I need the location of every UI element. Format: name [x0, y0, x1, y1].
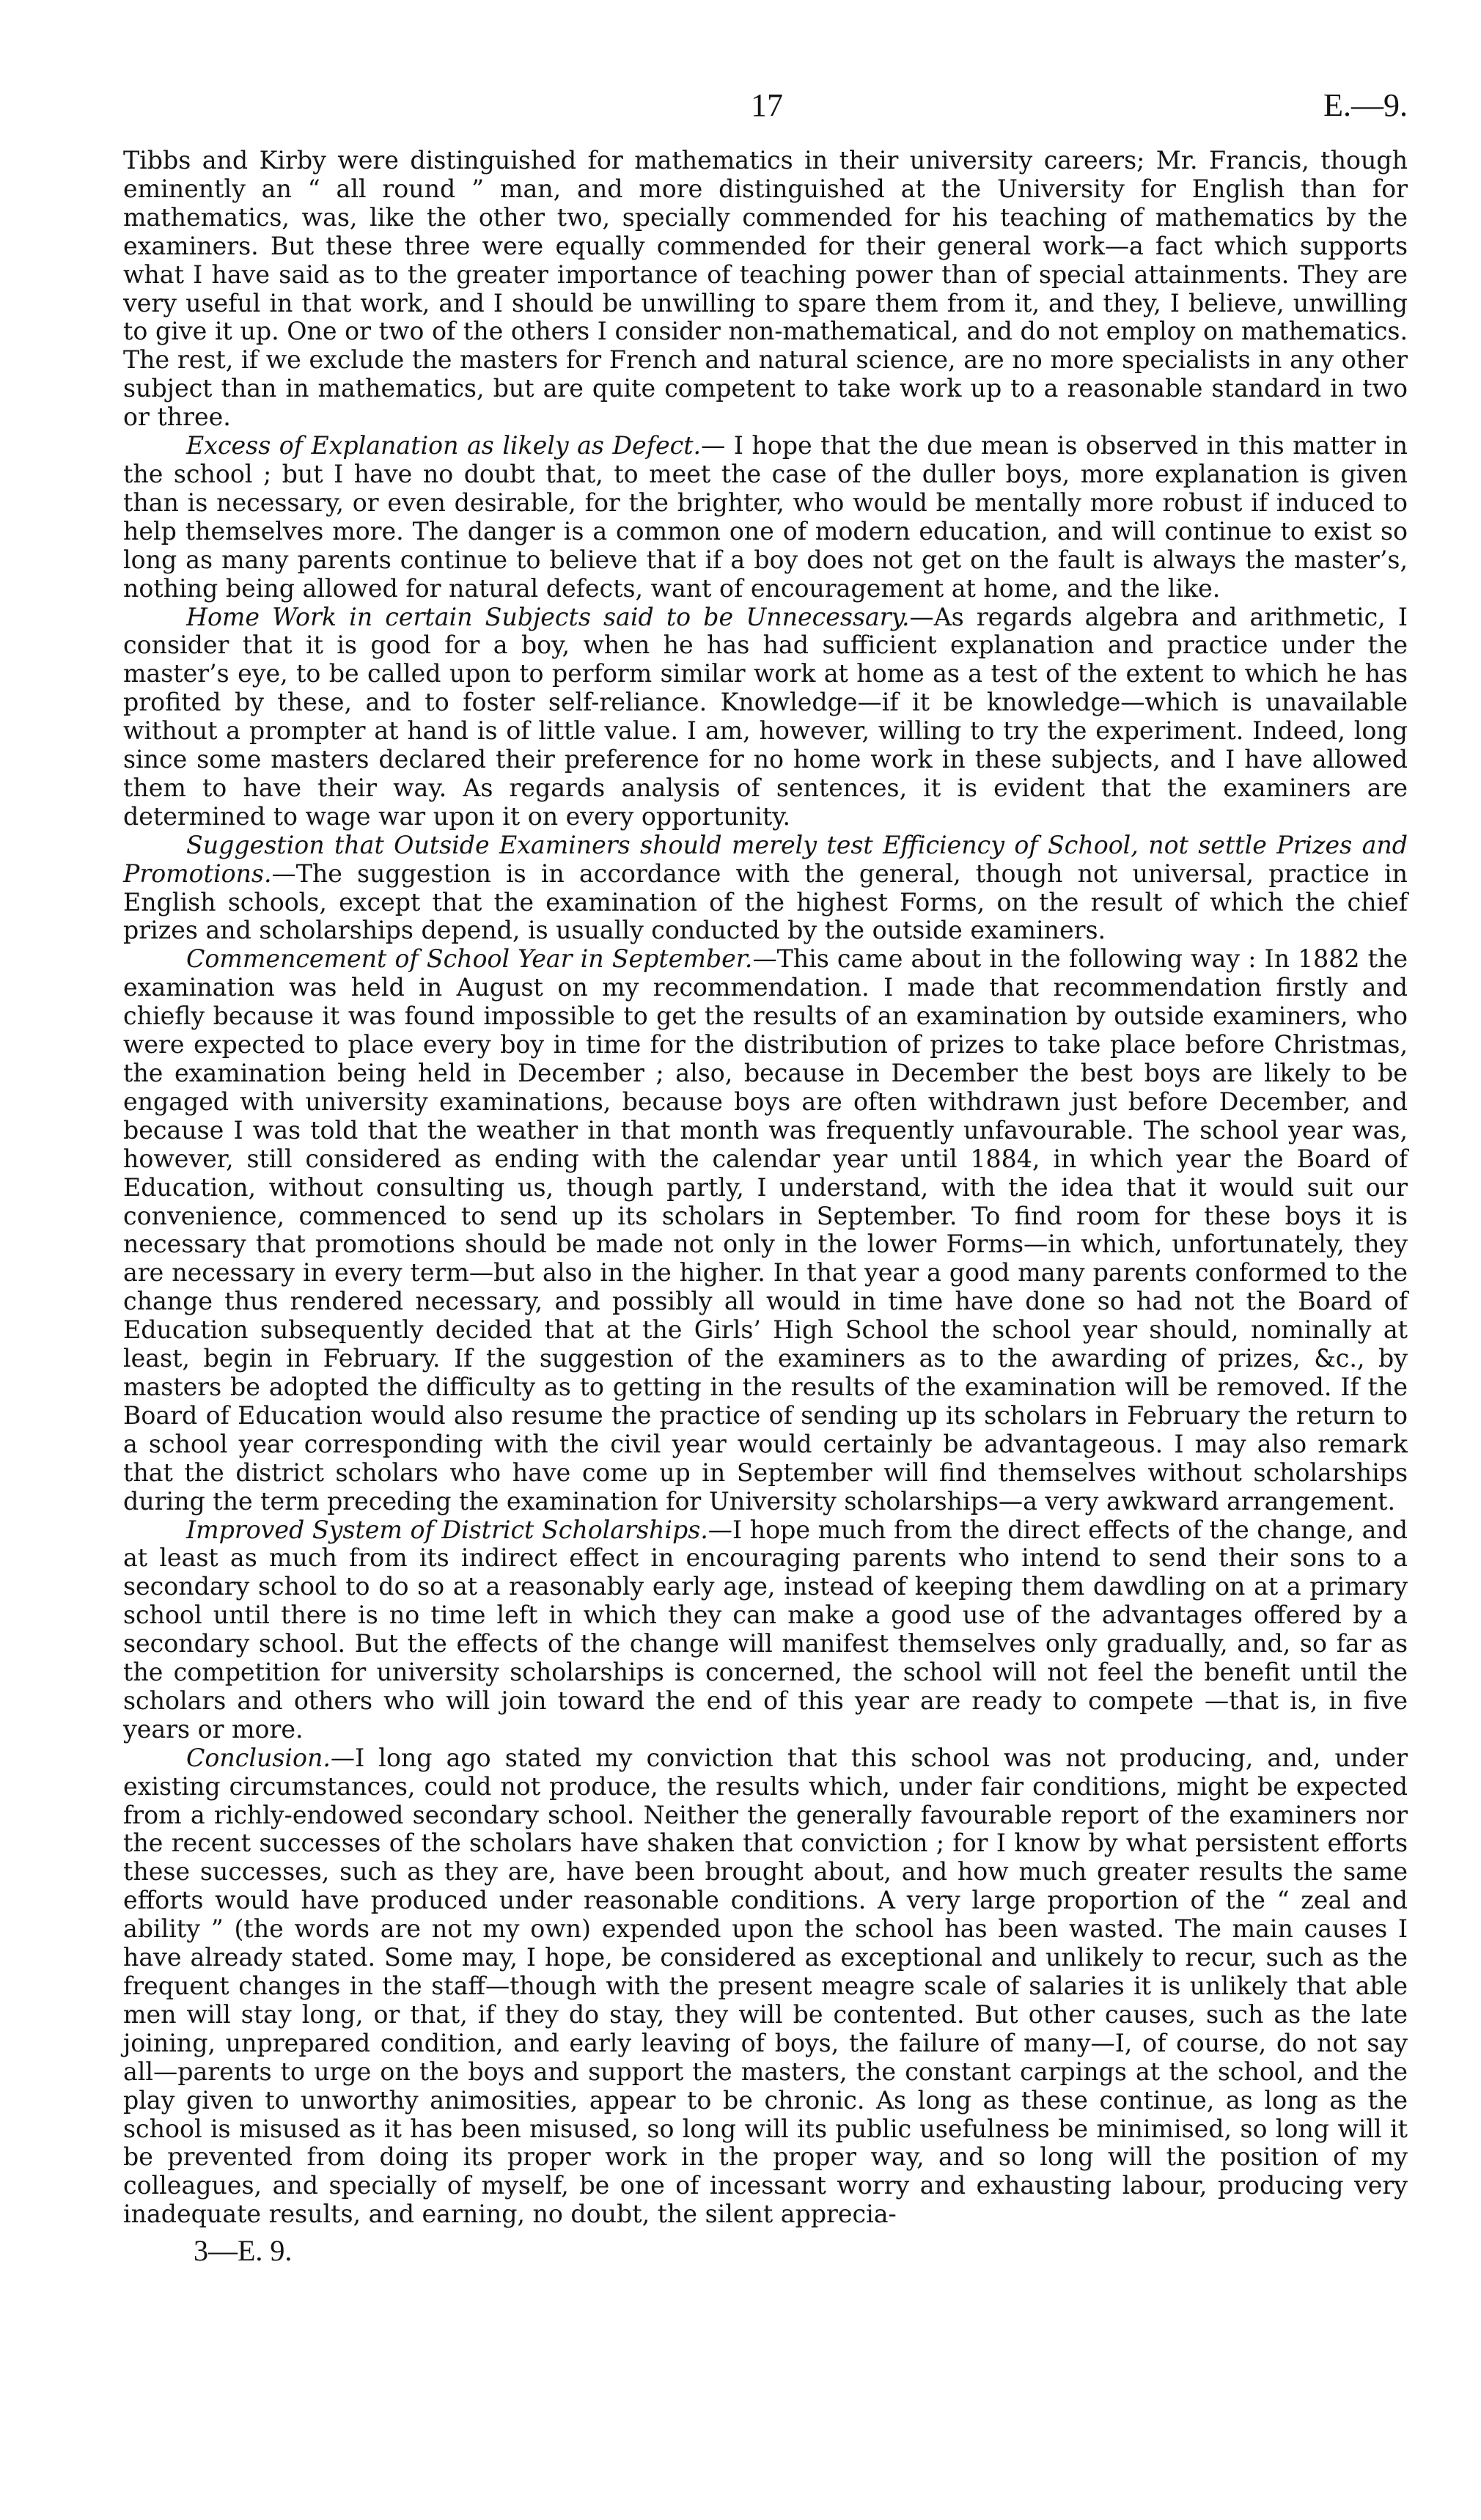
paragraph-masters-mathematics: [123, 147, 1408, 432]
paragraph-text: —I hope much from the direct effects of the change, and at least as much from its indirect effect in encouraging parents who intend to send their sons to a secondary school to do so at a reasonably early age, instead of keeping them dawdling on at a primary school until there is no time left in which they can make a good use of the advantages offered by a secondary school. But the effects of the change will manifest themselves only gradually, and, so far as the competition for university scholarships is concerned, the school will not feel the benefit until the scholars and others who will join toward the end of this year are ready to compete —that is, in five years or more.: [123, 1515, 1408, 1744]
page-number: 17: [751, 87, 783, 123]
document-code: E.—9.: [1323, 87, 1408, 123]
paragraph-text: —This came about in the following way : In 1882 the examination was held in August on my recommendation. I made that recommendation firstly and chiefly because it was found impossible to get the results of an examination by outside examiners, who were expected to place every boy in time for the distribution of prizes to take place before Christmas, the examination being held in December ; also, because in December the best boys are likely to be engaged with university examinations, because boys are often withdrawn just before December, and because I was told that the weather in that month was frequently unfavourable. The school year was, however, still considered as ending with the calendar year until 1884, in which year the Board of Education, without consulting us, though partly, I understand, with the idea that it would suit our convenience, commenced to send up its scholars in September. To find room for these boys it is necessary that promotions should be made not only in the lower Forms—in which, unfortunately, they are necessary in every term—but also in the higher. In that year a good many parents conformed to the change thus rendered necessary, and possibly all would in time have done so had not the Board of Education subsequently decided that at the Girls’ High School the school year should, nominally at least, begin in February. If the suggestion of the examiners as to the awarding of prizes, &c., by masters be adopted the difficulty as to getting in the results of the examination will be removed. If the Board of Education would also resume the practice of sending up its scholars in February the return to a school year corresponding with the civil year would certainly be advantageous. I may also remark that the district scholars who have come up in September will find themselves without scholarships during the term preceding the examination for University scholarships—a very awkward arrangement.: [123, 944, 1408, 1516]
section-heading: Commencement of School Year in September.: [186, 944, 753, 974]
section-heading: Conclusion.: [186, 1743, 331, 1772]
paragraph-home-work: [123, 603, 1408, 831]
section-heading: Suggestion that Outside Examiners should merely test Efficiency of School, not settle Prizes and Promotions.: [123, 830, 1408, 888]
paragraph-text: Tibbs and Kirby were distinguished for mathematics in their university careers; Mr. Francis, though eminently an “ all round ” man, and more distinguished at the University for English than for mathematics, was, like the other two, specially commended for his teaching of mathematics by the examiners. But these three were equally commended for their general work—a fact which supports what I have said as to the greater importance of teaching power than of special attainments. They are very useful in that work, and I should be unwilling to spare them from it, and they, I believe, unwilling to give it up. One or two of the others I consider non-mathematical, and do not employ on mathematics. The rest, if we exclude the masters for French and natural science, are no more specialists in any other subject than in mathematics, but are quite competent to take work up to a reasonable standard in two or three.: [123, 146, 1408, 432]
paragraph-school-year: [123, 945, 1408, 1516]
section-heading: Excess of Explanation as likely as Defect.: [186, 431, 702, 460]
page-header: [123, 87, 1408, 147]
page: [123, 87, 1408, 2268]
paragraph-text: — I hope that the due mean is observed in this matter in the school ; but I have no doubt that, to meet the case of the duller boys, more explanation is given than is necessary, or even desirable, for the brighter, who would be mentally more robust if induced to help themselves more. The danger is a common one of modern education, and will continue to exist so long as many parents continue to believe that if a boy does not get on the fault is always the master’s, nothing being allowed for natural defects, want of encouragement at home, and the like.: [123, 431, 1408, 603]
paragraph-outside-examiners: [123, 831, 1408, 946]
section-heading: Home Work in certain Subjects said to be Unnecessary.: [186, 602, 910, 631]
paragraph-excess-of-explanation: [123, 432, 1408, 603]
paragraph-text: —The suggestion is in accordance with the general, though not universal, practice in English schools, except that the examination of the highest Forms, on the result of which the chief prizes and scholarships depend, is usually conducted by the outside examiners.: [123, 859, 1408, 945]
signature-mark: 3—E. 9.: [194, 2234, 293, 2268]
section-heading: Improved System of District Scholarships.: [186, 1515, 708, 1544]
paragraph-district-scholarships: [123, 1516, 1408, 1744]
body-text: [123, 147, 1408, 2229]
paragraph-text: —I long ago stated my conviction that this school was not producing, and, under existing circumstances, could not produce, the results which, under fair conditions, might be expected from a richly-endowed secondary school. Neither the generally favourable report of the examiners nor the recent successes of the scholars have shaken that conviction ; for I know by what persistent efforts these successes, such as they are, have been brought about, and how much greater results the same efforts would have produced under reasonable conditions. A very large proportion of the “ zeal and ability ” (the words are not my own) expended upon the school has been wasted. The main causes I have already stated. Some may, I hope, be considered as exceptional and unlikely to recur, such as the frequent changes in the staff—though with the present meagre scale of salaries it is unlikely that able men will stay long, or that, if they do stay, they will be contented. But other causes, such as the late joining, unprepared condition, and early leaving of boys, the failure of many—I, of course, do not say all—parents to urge on the boys and support the masters, the constant carpings at the school, and the play given to unworthy animosities, appear to be chronic. As long as these continue, as long as the school is misused as it has been misused, so long will its public usefulness be minimised, so long will it be prevented from doing its proper work in the proper way, and so long will the position of my colleagues, and specially of myself, be one of incessant worry and exhausting labour, producing very inadequate results, and earning, no doubt, the silent apprecia-: [123, 1743, 1408, 2229]
paragraph-conclusion: [123, 1744, 1408, 2229]
paragraph-text: —As regards algebra and arithmetic, I consider that it is good for a boy, when he has had sufficient explanation and practice under the master’s eye, to be called upon to perform similar work at home as a test of the extent to which he has profited by these, and to foster self-reliance. Knowledge—if it be knowledge—which is unavailable without a prompter at hand is of little value. I am, however, willing to try the experiment. Indeed, long since some masters declared their preference for no home work in these subjects, and I have allowed them to have their way. As regards analysis of sentences, it is evident that the examiners are determined to wage war upon it on every opportunity.: [123, 602, 1408, 831]
